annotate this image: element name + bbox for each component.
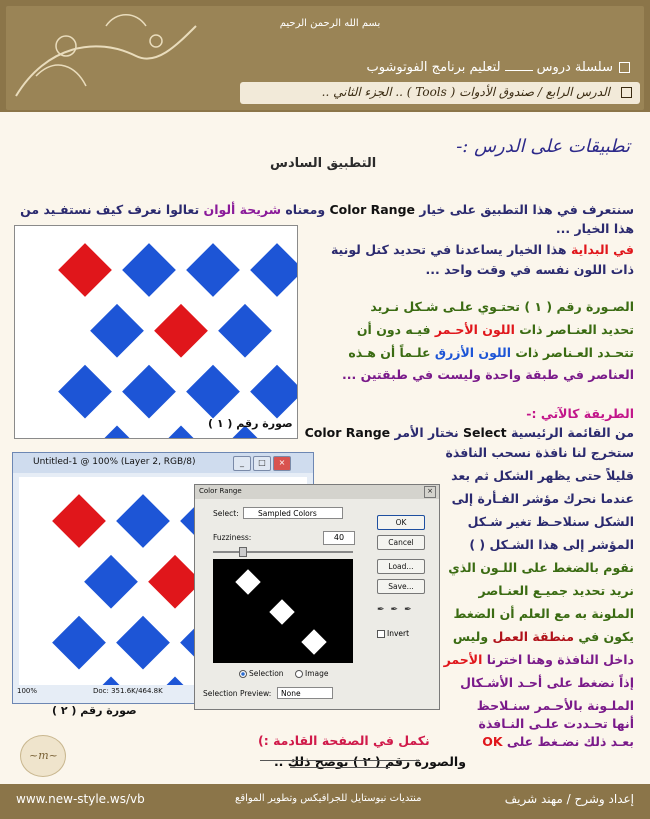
decorative-lines [260, 760, 420, 773]
author-seal-logo: ~m~ [20, 735, 66, 777]
footer-url[interactable]: www.new-style.ws/vb [16, 792, 145, 806]
image-radio[interactable]: Image [295, 669, 329, 678]
window-title: Untitled-1 @ 100% (Layer 2, RGB/8) [33, 457, 196, 467]
selection-radio[interactable]: Selection [239, 669, 284, 678]
text-line: قليلاً حتى يظهر الشكل ثم بعد [451, 468, 634, 483]
text-line: والصورة رقم ( ٢ ) توضح ذلك .. [273, 754, 466, 769]
close-button[interactable]: × [273, 456, 291, 471]
diamond-shape [186, 365, 240, 419]
diamond-shape [90, 426, 144, 438]
selection-preview [213, 559, 353, 663]
diamond-shape [250, 243, 297, 297]
fuzziness-label: Fuzziness: [213, 533, 252, 542]
footer-bar [0, 784, 650, 819]
text-line: نريد تحديد جميـع العنـاصر [478, 583, 634, 598]
text-line: داخل النافذة وهنا اخترنا الأحمر [443, 652, 634, 667]
floral-ornament [6, 6, 236, 110]
select-label: Select: [213, 509, 239, 518]
diamond-shape [90, 304, 144, 358]
diamond-shape [122, 243, 176, 297]
maximize-button[interactable]: □ [253, 456, 271, 471]
text-line: سنتعرف في هذا التطبيق على خيار Color Range ومعناه شريحة ألوان تعالوا نعرف كيف نستفـيد من [20, 202, 634, 217]
select-dropdown[interactable]: Sampled Colors [243, 507, 343, 519]
dialog-close-icon[interactable]: × [424, 486, 436, 498]
sub-heading: التطبيق السادس [270, 156, 377, 171]
window-titlebar [13, 453, 313, 473]
text-line: هذا الخيار ... [555, 221, 634, 236]
text-line: في البداية هذا الخيار يساعدنا في تحديد كتل لونية [330, 242, 634, 257]
figure-1-caption: صورة رقم ( ١ ) [208, 417, 293, 430]
text-line: يكون في منطقة العمل وليس [452, 629, 634, 644]
diamond-shape [58, 243, 112, 297]
preview-dropdown[interactable]: None [277, 687, 333, 699]
text-line: المؤشر إلى هذا الشـكل ( ) [469, 537, 634, 552]
basmala-text: بسم الله الرحمن الرحيم [279, 18, 381, 29]
figure-2-caption: صورة رقم ( ٢ ) [52, 704, 137, 717]
text-line: الشكل سنلاحـظ تغير شـكل [467, 514, 634, 529]
continue-note: نكمل في الصفحة القادمة :) [258, 733, 430, 748]
logo-signature-icon [505, 56, 533, 71]
diamond-shape [84, 677, 138, 685]
fuzziness-input[interactable]: 40 [323, 531, 355, 545]
text-line: نقوم بالضغط على اللـون الذي [448, 560, 634, 575]
footer-author: إعداد وشرح / مهند شريف [504, 792, 634, 806]
diamond-shape [52, 494, 106, 548]
dialog-titlebar [195, 485, 439, 499]
diamond-shape [116, 616, 170, 670]
square-bullet-icon [621, 87, 632, 98]
text-line: الملـونة بالأحـمر سنـلاحظ [476, 698, 634, 713]
lesson-title: الدرس الرابع / صندوق الأدوات ( Tools ) .. الجزء الثاني .. [321, 85, 610, 99]
text-line: من القائمة الرئيسية Select نختار الأمر Color Range [304, 425, 634, 440]
diamond-shape [58, 365, 112, 419]
diamond-shape [52, 616, 106, 670]
diamond-shape [84, 555, 138, 609]
eyedropper-icons[interactable]: ✒✒✒ [377, 605, 418, 615]
radio-unchecked-icon [295, 670, 303, 678]
zoom-readout: 100% [17, 687, 38, 695]
text-line: تحديد العنـاصر ذات اللون الأحـمر فيـه دون أن [356, 322, 634, 337]
text-line: إذاً نضغط على أحـد الأشـكال [460, 675, 634, 690]
series-title [250, 56, 630, 75]
text-line: الصـورة رقم ( ١ ) تحتـوي علـى شـكل نـريد [370, 299, 634, 314]
text-line: الملونة به مع العلم أن الضغط [453, 606, 634, 621]
dialog-title: Color Range [199, 487, 242, 495]
footer-forum: منتديات نيوستايل للجرافيكس وتطوير المواقع [235, 793, 422, 804]
checkbox-icon [377, 630, 385, 638]
diamond-shape [250, 365, 297, 419]
text-line: أنها تحـددت علـى النـافذة [478, 716, 634, 731]
diamond-shape [154, 304, 208, 358]
save-button[interactable]: Save... [377, 579, 425, 594]
square-bullet-icon [619, 62, 630, 73]
invert-checkbox[interactable]: Invert [377, 629, 409, 638]
text-line: عندما نحرك مؤشر الفـأرة إلى [451, 491, 634, 506]
preview-shapes [213, 559, 353, 663]
diamond-shape [186, 243, 240, 297]
load-button[interactable]: Load... [377, 559, 425, 574]
diamond-pattern [15, 226, 297, 438]
method-title: الطريقة كالآتي :- [526, 406, 634, 421]
text-line: تتحـدد العـناصر ذات اللون الأزرق علـماً أن هـذه [348, 345, 634, 360]
fuzziness-slider[interactable] [213, 551, 353, 553]
ok-button[interactable]: OK [377, 515, 425, 530]
text-line: بعـد ذلك نضـغط على OK [482, 734, 634, 749]
color-range-dialog [194, 484, 440, 710]
doc-size-readout: Doc: 351.6K/464.8K [93, 687, 163, 695]
diamond-shape [218, 304, 272, 358]
diamond-shape [116, 494, 170, 548]
fuzziness-slider-thumb[interactable] [239, 547, 247, 557]
lesson-bar [240, 82, 640, 104]
series-before: سلسلة دروس [536, 60, 613, 75]
diamond-shape [154, 426, 208, 438]
text-line: ستخرج لنا نافذة نسحب النافذة [445, 445, 634, 460]
page-heading: تطبيقات على الدرس :- [456, 136, 630, 157]
text-line: العناصر في طبقة واحدة وليست في طبقتين ... [341, 367, 634, 382]
series-after: لتعليم برنامج الفوتوشوب [366, 60, 501, 75]
preview-label: Selection Preview: [203, 689, 272, 698]
text-line: ذات اللون نفسه في وقت واحد ... [425, 262, 634, 277]
diamond-shape [122, 365, 176, 419]
figure-1 [14, 225, 298, 439]
cancel-button[interactable]: Cancel [377, 535, 425, 550]
header-banner [0, 0, 650, 112]
minimize-button[interactable]: _ [233, 456, 251, 471]
radio-checked-icon [239, 670, 247, 678]
